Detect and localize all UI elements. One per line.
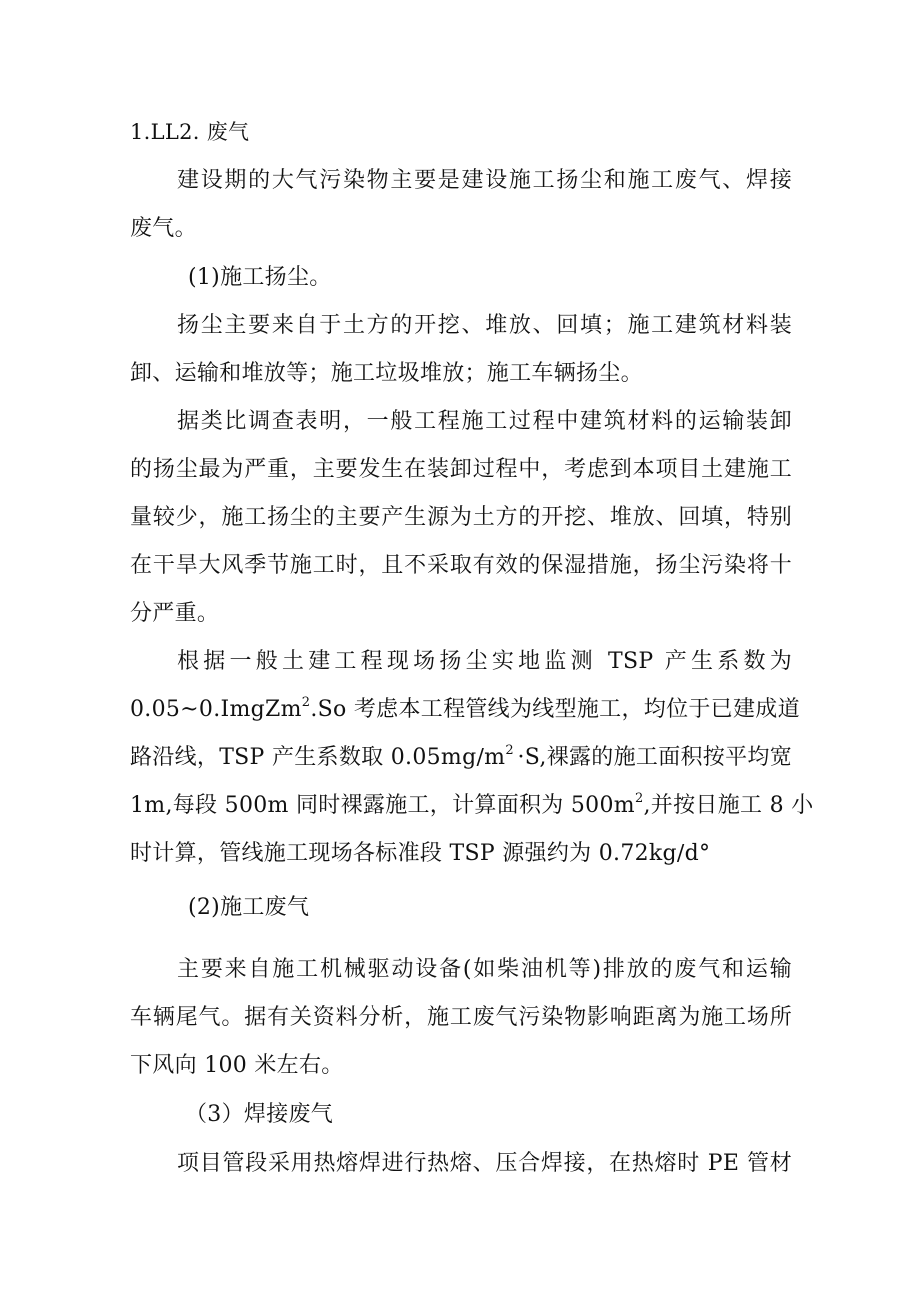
p3-line-4 — [130, 790, 814, 821]
subsection-1-title: (1)施工扬尘。 — [188, 265, 332, 290]
p3-line-2-end: .So 考虑本工程管线为线型施工，均位于已建成道 — [310, 697, 800, 722]
p3-line-2-start: 0.05~0.ImgZm$^2$ — [130, 694, 311, 722]
p3-line-4-end: ,并按日施工 8 小 — [643, 793, 814, 818]
p2-line-3: 量较少，施工扬尘的主要产生源为土方的开挖、堆放、回填，特别 — [130, 505, 792, 530]
p2-line-4: 在干旱大风季节施工时，且不采取有效的保湿措施，扬尘污染将十 — [130, 553, 792, 578]
p3-line-3-end: ·S,裸露的施工面积按平均宽 — [517, 745, 792, 770]
p2-line-2: 的扬尘最为严重，主要发生在装卸过程中，考虑到本项目土建施工 — [130, 457, 792, 482]
subsection-3-title: （3）焊接废气 — [185, 1102, 334, 1127]
p4-line-3: 下风向 100 米左右。 — [130, 1053, 344, 1078]
p5-line-1: 项目管段采用热熔焊进行热熔、压合焊接，在热熔时 PE 管材 — [177, 1151, 792, 1176]
section-heading: 1.LL2. 废气 — [130, 120, 250, 144]
p1-line-1: 扬尘主要来自于土方的开挖、堆放、回填；施工建筑材料装 — [177, 313, 792, 338]
p3-line-5: 时计算，管线施工现场各标准段 TSP 源强约为 0.72kg∕d° — [130, 841, 711, 866]
intro-line-1: 建设期的大气污染物主要是建设施工扬尘和施工废气、焊接 — [177, 168, 792, 193]
p4-line-1: 主要来自施工机械驱动设备(如柴油机等)排放的废气和运输 — [177, 957, 792, 982]
p1-line-2: 卸、运输和堆放等；施工垃圾堆放；施工车辆扬尘。 — [130, 361, 643, 386]
p3-line-4-start: 1m,每段 500m 同时裸露施工，计算面积为 $500m^2$ — [130, 790, 644, 818]
subsection-2-title: (2)施工废气 — [188, 895, 310, 920]
p3-line-3-start: 路沿线，TSP 产生系数取 $0.05mg∕m^2$ — [130, 742, 514, 770]
p4-line-2: 车辆尾气。据有关资料分析，施工废气污染物影响距离为施工场所 — [130, 1005, 792, 1030]
intro-line-2: 废气。 — [130, 216, 197, 241]
p2-line-5: 分严重。 — [130, 601, 220, 626]
p2-line-1: 据类比调查表明，一般工程施工过程中建筑材料的运输装卸 — [177, 409, 792, 434]
p3-line-1: 根据一般土建工程现场扬尘实地监测 TSP 产生系数为 — [177, 649, 792, 674]
p3-line-3 — [130, 743, 792, 773]
p3-line-2 — [130, 694, 800, 725]
